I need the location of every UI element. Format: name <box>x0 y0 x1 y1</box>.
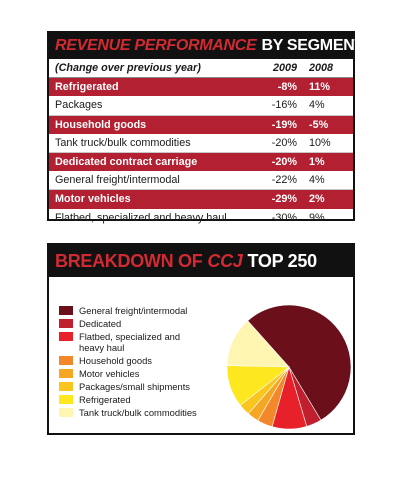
revenue-performance-table <box>47 31 364 224</box>
revenue-title-part1: REVENUE PERFORMANCE <box>55 37 257 54</box>
legend-label: Flatbed, specialized and heavy haul <box>79 331 181 353</box>
row-value-2008: 2% <box>309 193 325 206</box>
table-row <box>49 209 353 227</box>
row-value-2009: -8% <box>277 81 297 94</box>
revenue-title-part2: BY SEGMENT <box>261 37 364 54</box>
row-label: Motor vehicles <box>55 193 131 206</box>
row-value-2009: -20% <box>271 156 297 169</box>
legend-label: Refrigerated <box>79 394 131 405</box>
row-value-2009: -29% <box>271 193 297 206</box>
legend-label: Packages/small shipments <box>79 381 190 392</box>
row-value-2009: -20% <box>271 136 297 149</box>
legend-label: Tank truck/bulk commodities <box>79 407 197 418</box>
row-value-2009: -30% <box>271 211 297 224</box>
legend-label: General freight/intermodal <box>79 305 188 316</box>
row-value-2008: 9% <box>309 211 325 224</box>
table-header-row <box>49 59 353 78</box>
legend-swatch <box>59 356 73 365</box>
row-label: Refrigerated <box>55 81 119 94</box>
table-row <box>49 96 353 115</box>
header-col-2008: 2008 <box>309 62 334 75</box>
table-row <box>49 116 353 134</box>
legend-label: Household goods <box>79 355 152 366</box>
row-label: Flatbed, specialized and heavy haul <box>55 211 227 224</box>
row-label: Tank truck/bulk commodities <box>55 136 191 149</box>
header-label: (Change over previous year) <box>55 62 201 75</box>
legend-label: Dedicated <box>79 318 122 329</box>
row-value-2009: -19% <box>271 118 297 131</box>
legend-swatch <box>59 382 73 391</box>
row-label: General freight/intermodal <box>55 174 180 187</box>
table-row <box>49 78 353 96</box>
legend-swatch <box>59 306 73 315</box>
breakdown-pie-card <box>47 243 355 435</box>
breakdown-title-band <box>49 245 353 277</box>
row-label: Dedicated contract carriage <box>55 156 198 169</box>
legend-swatch <box>59 332 73 341</box>
legend-swatch <box>59 319 73 328</box>
row-label: Household goods <box>55 118 147 131</box>
table-row <box>49 190 353 208</box>
row-value-2008: 1% <box>309 156 325 169</box>
table-row <box>49 171 353 190</box>
legend-swatch <box>59 408 73 417</box>
breakdown-title-part3: TOP 250 <box>247 250 317 271</box>
legend-swatch <box>59 369 73 378</box>
row-value-2008: 11% <box>309 81 331 94</box>
pie-chart <box>171 295 351 425</box>
legend-swatch <box>59 395 73 404</box>
row-value-2009: -16% <box>271 99 297 112</box>
revenue-title-band <box>49 33 364 59</box>
table-row <box>49 134 353 153</box>
breakdown-title-part2: CCJ <box>207 250 243 271</box>
row-value-2008: 10% <box>309 136 331 149</box>
revenue-table <box>49 59 353 227</box>
row-label: Packages <box>55 99 103 112</box>
row-value-2008: 4% <box>309 99 325 112</box>
row-value-2008: 4% <box>309 174 325 187</box>
table-row <box>49 153 353 171</box>
breakdown-title-part1: BREAKDOWN OF <box>55 250 203 271</box>
legend-label: Motor vehicles <box>79 368 140 379</box>
row-value-2008: -5% <box>309 118 329 131</box>
row-value-2009: -22% <box>271 174 297 187</box>
header-col-2009: 2009 <box>272 62 297 75</box>
